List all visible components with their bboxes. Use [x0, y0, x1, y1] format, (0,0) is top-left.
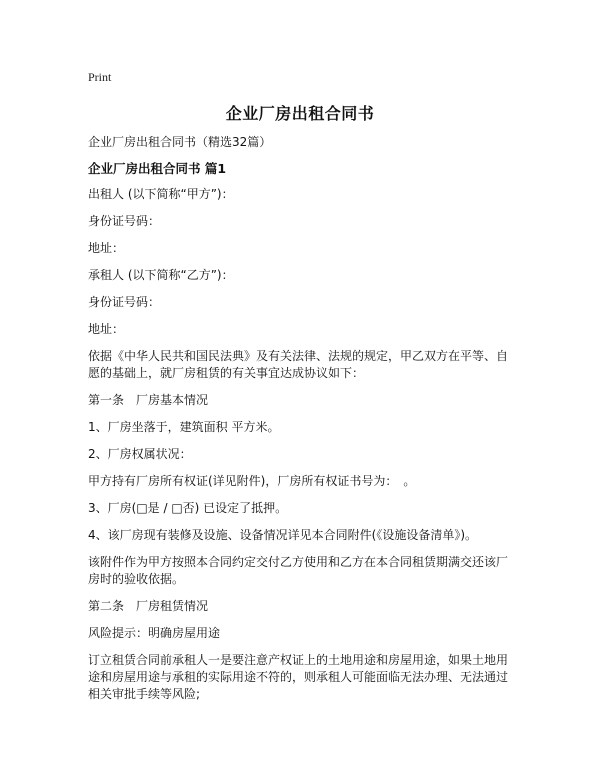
lessee-address-line: 地址： [88, 322, 125, 336]
article-2-heading: 第二条 厂房租赁情况 [88, 599, 209, 613]
risk-tip-line: 风险提示：明确房屋用途 [88, 626, 221, 640]
risk-paragraph: 订立租赁合同前承租人一是要注意产权证上的土地用途和房屋用途，如果土地用途和房屋用途与承租的实际用途不符的，则承租人可能面临无法办理、无法通过相关审批手续等风险; [88, 653, 509, 701]
attachment-paragraph: 该附件作为甲方按照本合同约定交付乙方使用和乙方在本合同租赁期满交还该厂房时的验收依据。 [88, 555, 509, 586]
preamble-paragraph: 依据《中华人民共和国民法典》及有关法律、法规的规定，甲乙双方在平等、自愿的基础上，就厂房租赁的有关事宜达成协议如下： [88, 349, 509, 380]
clause-1-location: 1、厂房坐落于，建筑面积 平方米。 [88, 420, 280, 434]
section-heading: 企业厂房出租合同书 篇1 [88, 161, 227, 176]
clause-4-facilities: 4、该厂房现有装修及设施、设备情况详见本合同附件(《设施设备清单》)。 [88, 528, 478, 542]
print-link[interactable]: Print [88, 70, 112, 84]
lessor-line: 出租人 (以下简称“甲方”)： [88, 187, 234, 201]
document-title: 企业厂房出租合同书 [225, 104, 375, 123]
clause-2-ownership: 2、厂房权属状况： [88, 447, 192, 461]
document-subtitle: 企业厂房出租合同书（精选32篇） [88, 135, 272, 149]
ownership-certificate-line: 甲方持有厂房所有权证(详见附件)，厂房所有权证书号为： 。 [88, 474, 416, 488]
clause-3-mortgage: 3、厂房(□是 / □否) 已设定了抵押。 [88, 501, 288, 515]
lessee-id-line: 身份证号码： [88, 295, 161, 309]
lessor-id-line: 身份证号码： [88, 214, 161, 228]
article-1-heading: 第一条 厂房基本情况 [88, 393, 209, 407]
lessor-address-line: 地址： [88, 241, 125, 255]
lessee-line: 承租人 (以下简称“乙方”)： [88, 268, 234, 282]
